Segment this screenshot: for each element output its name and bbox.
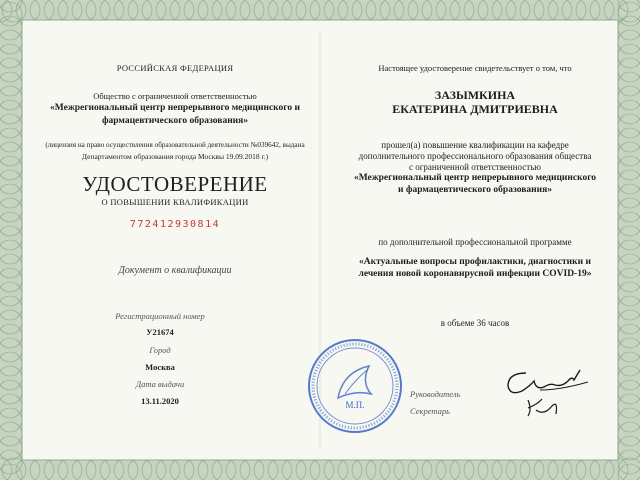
reg-number-label: Регистрационный номер — [115, 311, 205, 321]
passed-line3: с ограниченной ответственностью — [408, 162, 542, 172]
federation-label: РОССИЙСКАЯ ФЕДЕРАЦИЯ — [116, 63, 234, 73]
holder-surname: ЗАЗЫМКИНА — [434, 88, 516, 102]
holder-given-names: ЕКАТЕРИНА ДМИТРИЕВНА — [392, 102, 558, 116]
issue-date-value: 13.11.2020 — [141, 396, 179, 406]
passed-line2: дополнительного профессионального образования общества — [358, 151, 592, 161]
stamp-mp-text: М.П. — [345, 400, 365, 410]
org-line2: и фармацевтического образования» — [398, 185, 552, 195]
program-line1: «Актуальные вопросы профилактики, диагностики и — [359, 257, 591, 267]
certificate-title: УДОСТОВЕРЕНИЕ — [82, 172, 268, 196]
secretary-signature — [520, 396, 570, 420]
org-name-line2: фармацевтического образования» — [101, 116, 249, 126]
stamp-seal — [305, 336, 405, 436]
org-name-line1: «Межрегиональный центр непрерывного медицинского и — [50, 103, 300, 113]
org-type: Общество с ограниченной ответственностью — [93, 91, 257, 101]
org-line1: «Межрегиональный центр непрерывного медицинского — [353, 173, 597, 183]
program-intro: по дополнительной профессиональной программе — [378, 237, 572, 247]
license-line2: Департаментом образования города Москвы 19.09.2018 г.) — [81, 152, 269, 161]
city-label: Город — [149, 345, 171, 355]
intro-text: Настоящее удостоверение свидетельствует о том, что — [378, 63, 572, 73]
head-signature — [500, 366, 595, 400]
document-type: Документ о квалификации — [118, 265, 232, 276]
serial-number: 772412930814 — [129, 219, 221, 230]
course-hours: в объеме 36 часов — [440, 318, 510, 328]
head-label: Руководитель — [410, 389, 461, 399]
city-value: Москва — [145, 362, 175, 372]
program-line2: лечения новой коронавирусной инфекции COVID-19» — [358, 269, 592, 279]
passed-line1: прошел(а) повышение квалификации на кафедре — [381, 140, 569, 150]
certificate-subtitle: О ПОВЫШЕНИИ КВАЛИФИКАЦИИ — [101, 197, 249, 207]
secretary-label: Секретарь — [410, 406, 450, 416]
license-line1: (лицензия на право осуществления образовательной деятельности №039642, выдана — [45, 141, 305, 149]
issue-date-label: Дата выдачи — [135, 379, 185, 389]
reg-number-value: У21674 — [146, 327, 174, 337]
